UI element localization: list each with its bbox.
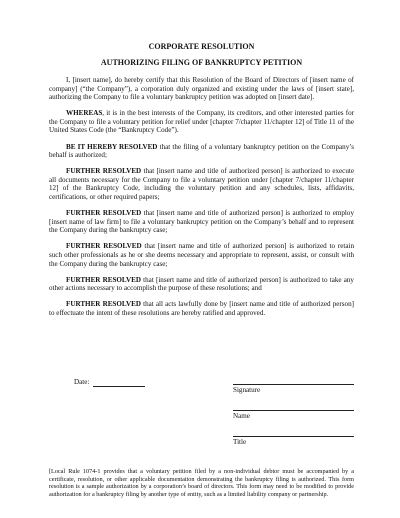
resolved-paragraph [49, 143, 354, 160]
whereas-paragraph [49, 109, 354, 135]
further-resolved-paragraph-1 [49, 167, 354, 201]
further-resolved-text: that [insert name and title of authorized person] is authorized to take any other actions necessary to accomplish the purpose of these resolutions; and [49, 275, 354, 293]
signature-field[interactable] [233, 384, 354, 395]
name-label: Name [233, 412, 250, 420]
signature-line [233, 384, 354, 385]
further-resolved-lead: FURTHER RESOLVED [66, 242, 142, 251]
name-line [233, 410, 354, 411]
signature-area [49, 378, 354, 458]
further-resolved-paragraph-5 [49, 300, 354, 317]
date-label: Date: [74, 378, 90, 386]
further-resolved-paragraph-2 [49, 209, 354, 235]
further-resolved-paragraph-4 [49, 276, 354, 293]
date-field[interactable] [74, 378, 145, 387]
document-title: CORPORATE RESOLUTION [148, 42, 255, 51]
title-field[interactable] [233, 436, 354, 447]
title-label: Title [233, 438, 247, 446]
name-field[interactable] [233, 410, 354, 421]
date-blank-line [93, 379, 145, 387]
title-line [233, 436, 354, 437]
whereas-text: , it is in the best interests of the Company, its creditors, and other interested parties for the Company to file a voluntary petition for relief under [chapter 7/chapter 11/chapter 12] of Title 11 of the United States Code (the “Bankruptcy Code”). [49, 109, 354, 135]
signature-label: Signature [233, 386, 261, 394]
local-rule-note: [Local Rule 1074-1 provides that a voluntary petition filed by a non-individual debtor must be accompanied by a certificate, resolution, or other applicable documentation demonstrating the bankruptcy filing is authorized. This form resolution is a sample authorization by a corporation’s board of directors. This form may need to be modified to provide authorization for a bankruptcy filing by another type of entity, such as a limited liability company or partnership. [49, 468, 354, 498]
further-resolved-lead: FURTHER RESOLVED [66, 300, 141, 309]
further-resolved-text: that all acts lawfully done by [insert name and title of authorized person] to effectuate the intent of these resolutions are hereby ratified and approved. [49, 300, 354, 317]
intro-paragraph: I, [insert name], do hereby certify that this Resolution of the Board of Directors of [insert name of company] (“the Company”), a corporation duly organized and existing under the laws of [insert state], authorizing the Company to file a voluntary bankruptcy petition was adopted on [insert date]. [49, 76, 354, 102]
further-resolved-text: that [insert name and title of authorized person] is authorized to employ [insert name of law firm] to file a voluntary bankruptcy petition on the Company’s behalf and to represent the Company during the bankruptcy case; [49, 209, 354, 235]
further-resolved-lead: FURTHER RESOLVED [66, 209, 142, 218]
further-resolved-lead: FURTHER RESOLVED [66, 275, 141, 284]
whereas-lead: WHEREAS [66, 109, 103, 118]
document-subtitle: AUTHORIZING FILING OF BANKRUPTCY PETITION [100, 58, 303, 67]
further-resolved-text: that [insert name and title of authorized person] is authorized to execute all documents necessary for the Company to file a voluntary petition under [chapter 7/chapter 11/chapter 12] of the Bankruptcy Code, including the voluntary petition and any schedules, lists, affidavits, certifications, or other required papers; [49, 167, 354, 202]
resolved-text: that the filing of a voluntary bankruptcy petition on the Company’s behalf is authorized; [49, 142, 354, 160]
further-resolved-paragraph-3 [49, 242, 354, 268]
further-resolved-text: that [insert name and title of authorized person] is authorized to retain such other professionals as he or she deems necessary and appropriate to represent, assist, or consult with the Company during the bankruptcy case; [49, 242, 354, 268]
resolved-lead: BE IT HEREBY RESOLVED [66, 142, 158, 151]
further-resolved-lead: FURTHER RESOLVED [66, 167, 142, 176]
